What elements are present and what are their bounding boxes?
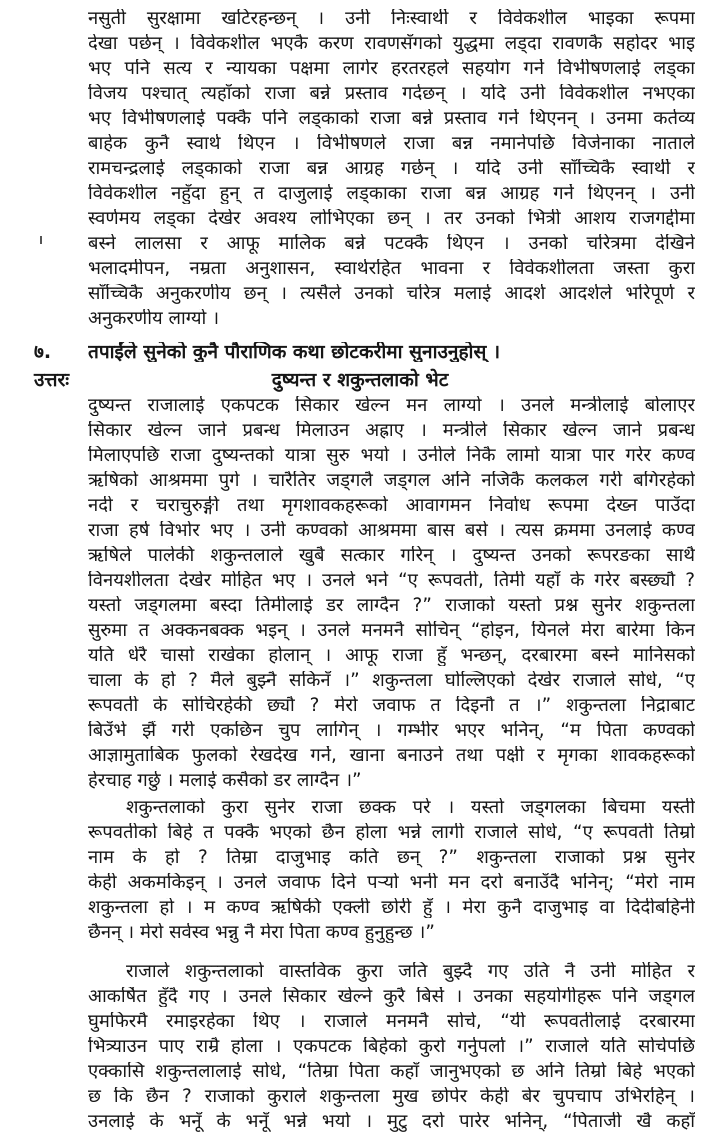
margin-mark xyxy=(40,236,42,244)
text-line: अनुकरणीय लाग्यो । xyxy=(88,309,220,329)
text-line: देखा पर्छन् । विवेकशील भएकै करण रावणसँगको युद्धमा लड्दा रावणकै सहोदर भाइ xyxy=(88,34,695,54)
text-line: ऋषिले पालेकी शकुन्तलाले खुबै सत्कार गरिन् । दुष्यन्त उनको रूपरङका साथै xyxy=(88,546,695,566)
text-line: स्वर्णमय लड्का देखेर अवश्य लोभिएका छन् । तर उनको भित्री आशय राजगद्दीमा xyxy=(88,209,695,229)
text-line: भए पनि सत्य र न्यायका पक्षमा लागेर हरतरहले सहयोग गर्ने विभीषणलाई लड्का xyxy=(88,59,695,79)
text-line: मिलाएपछि राजा दुष्यन्तको यात्रा सुरु भयो । उनीले निकै लामो यात्रा पार गरेर कण्व xyxy=(88,446,695,466)
text-line: हेरचाह गर्छु । मलाई कसैको डर लाग्दैन ।” xyxy=(88,771,362,791)
text-line: राजा हर्ष विभोर भए । उनी कण्वको आश्रममा बास बसे । त्यस क्रममा उनलाई कण्व xyxy=(88,521,695,541)
text-line: रूपवतीको बिहे त पक्कै भएको छैन होला भन्ने लागी राजाले सोधे, “ए रूपवती तिम्रो xyxy=(88,823,695,843)
text-line: शकुन्तला हो । म कण्व ऋषिकी एक्ली छोरी हुँ । मेरा कुनै दाजुभाइ वा दिदीबहिनी xyxy=(88,898,695,918)
text-line: विनयशीलता देखेर मोहित भए । उनले भने “ए रूपवती, तिमी यहाँ के गरेर बस्छ्यौ ? xyxy=(88,571,695,591)
text-line: छैनन् । मेरो सर्वस्व भन्नु नै मेरा पिता कण्व हुनुहुन्छ ।” xyxy=(88,923,435,943)
text-line: भित्र्याउन पाए राम्रै होला । एकपटक बिहेको कुरो गर्नुपर्ला ।” राजाले यति सोचेपछि xyxy=(88,1037,695,1057)
text-line: आकर्षित हुँदै गए । उनले सिकार खेल्ने कुरै बिर्से । उनका सहयोगीहरू पनि जड्गल xyxy=(88,987,695,1007)
text-line: आज्ञामुताबिक फुलको रेखदेख गर्ने, खाना बनाउने तथा पक्षी र मृगका शावकहरूको xyxy=(88,746,695,766)
text-line: एक्कासि शकुन्तलालाई सोधे, “तिम्रा पिता कहाँ जानुभएको छ अनि तिम्रो बिहे भएको xyxy=(88,1062,695,1082)
text-line: राजाले शकुन्तलाको वास्तविक कुरा जति बुझ्दै गए उति नै उनी मोहित र xyxy=(126,962,695,982)
text-line: नदी र चराचुरुङ्गी तथा मृगशावकहरूको आवागमन निर्वाध रूपमा देख्न पाउँदा xyxy=(88,496,695,516)
text-line: नसुती सुरक्षामा खटिरहन्छन् । उनी निःस्वार्थी र विवेकशील भाइका रूपमा xyxy=(88,9,695,29)
text-line: रूपवती के सोचिरहेकी छ्यौ ? मेरो जवाफ त दिइनौ त ।” शकुन्तला निद्राबाट xyxy=(88,696,695,716)
story-title: दुष्यन्त र शकुन्तलाको भेट xyxy=(271,369,449,391)
text-line: उनलाई के भनूँ के भनूँ भन्ने भयो । मुटु दरो पारेर भनिन्, “पिताजी खै कहाँ xyxy=(88,1112,695,1132)
text-line: दुष्यन्त राजालाई एकपटक सिकार खेल्न मन लाग्यो । उनले मन्त्रीलाई बोलाएर xyxy=(88,396,695,416)
text-line: चाला के हो ? मैले बुझ्नै सकिनँ ।” शकुन्तला घोल्लिएको देखेर राजाले सोधे, “ए xyxy=(88,671,695,691)
text-line: छ कि छैन ? राजाको कुराले शकुन्तला मुख छोपेर केही बेर चुपचाप उभिरहिन् । xyxy=(88,1087,695,1107)
text-line: सिकार खेल्न जाने प्रबन्ध मिलाउन अह्राए । मन्त्रीले सिकार खेल्न जाने प्रबन्ध xyxy=(88,421,695,441)
text-line: विवेकशील नहुँदा हुन् त दाजुलाई लड्काका राजा बन्न आग्रह गर्ने थिएनन् । उनी xyxy=(88,184,695,204)
text-line: शकुन्तलाको कुरा सुनेर राजा छक्क परे । यस्तो जड्गलका बिचमा यस्ती xyxy=(126,798,695,818)
text-line: बाहेक कुनै स्वार्थ थिएन । विभीषणले राजा बन्न नमानेपछि विजेनाका नाताले xyxy=(88,134,695,154)
text-line: विजय पश्चात् त्यहाँको राजा बन्ने प्रस्ताव गर्दछन् । यदि उनी विवेकशील नभएका xyxy=(88,84,695,104)
text-line: रामचन्द्रलाई लड्काको राजा बन्न आग्रह गर्छन् । यदि उनी साँच्चिकै स्वार्थी र xyxy=(88,159,695,179)
text-line: ऋषिको आश्रममा पुगे । चारैतिर जड्गलै जड्गल अनि नजिकै कलकल गरी बगिरहेको xyxy=(88,471,695,491)
text-line: बस्ने लालसा र आफू मालिक बन्ने पटक्कै थिएन । उनको चरित्रमा देखिने xyxy=(88,234,695,254)
text-line: भलादमीपन, नम्रता अनुशासन, स्वार्थरहित भावना र विवेकशीलता जस्ता कुरा xyxy=(88,259,695,279)
text-line: नाम के हो ? तिम्रा दाजुभाइ कति छन् ?” शकुन्तला राजाको प्रश्न सुनेर xyxy=(88,848,695,868)
answer-label: उत्तरः xyxy=(34,369,70,391)
text-line: भए विभीषणलाई पक्कै पनि लड्काको राजा बन्ने प्रस्ताव गर्ने थिएनन् । उनमा कर्तव्य xyxy=(88,109,695,129)
text-line: यस्तो जड्गलमा बस्दा तिमीलाई डर लाग्दैन ?” राजाको यस्तो प्रश्न सुनेर शकुन्तला xyxy=(88,596,695,616)
question-number: ७. xyxy=(34,341,52,363)
text-line: घुमफिरमै रमाइरहेका थिए । राजाले मनमनै सोचे, “यी रूपवतीलाई दरबारमा xyxy=(88,1012,695,1032)
text-line: सुरुमा त अक्कनबक्क भइन् । उनले मनमनै सोचिन् “होइन, यिनले मेरा बारेमा किन xyxy=(88,621,695,641)
question-text: तपाईंले सुनेको कुनै पौराणिक कथा छोटकरीमा सुनाउनुहोस् । xyxy=(88,342,501,362)
text-line: साँच्चिकै अनुकरणीय छन् । त्यसैले उनको चरित्र मलाई आदर्श आदर्शले भरिपूर्ण र xyxy=(88,284,695,304)
text-line: यति धेरै चासो राखेका होलान् । आफू राजा हुँ भन्छन्, दरबारमा बस्ने मानिसको xyxy=(88,646,695,666)
text-line: बिउँभे झैं गरी एकछिन चुप लागिन् । गम्भीर भएर भनिन्, “म पिता कण्वको xyxy=(88,721,695,741)
text-line: केही अकमकिइन् । उनले जवाफ दिने पऱ्यो भनी मन दरो बनाउँदै भनिन्; “मेरो नाम xyxy=(88,873,695,893)
